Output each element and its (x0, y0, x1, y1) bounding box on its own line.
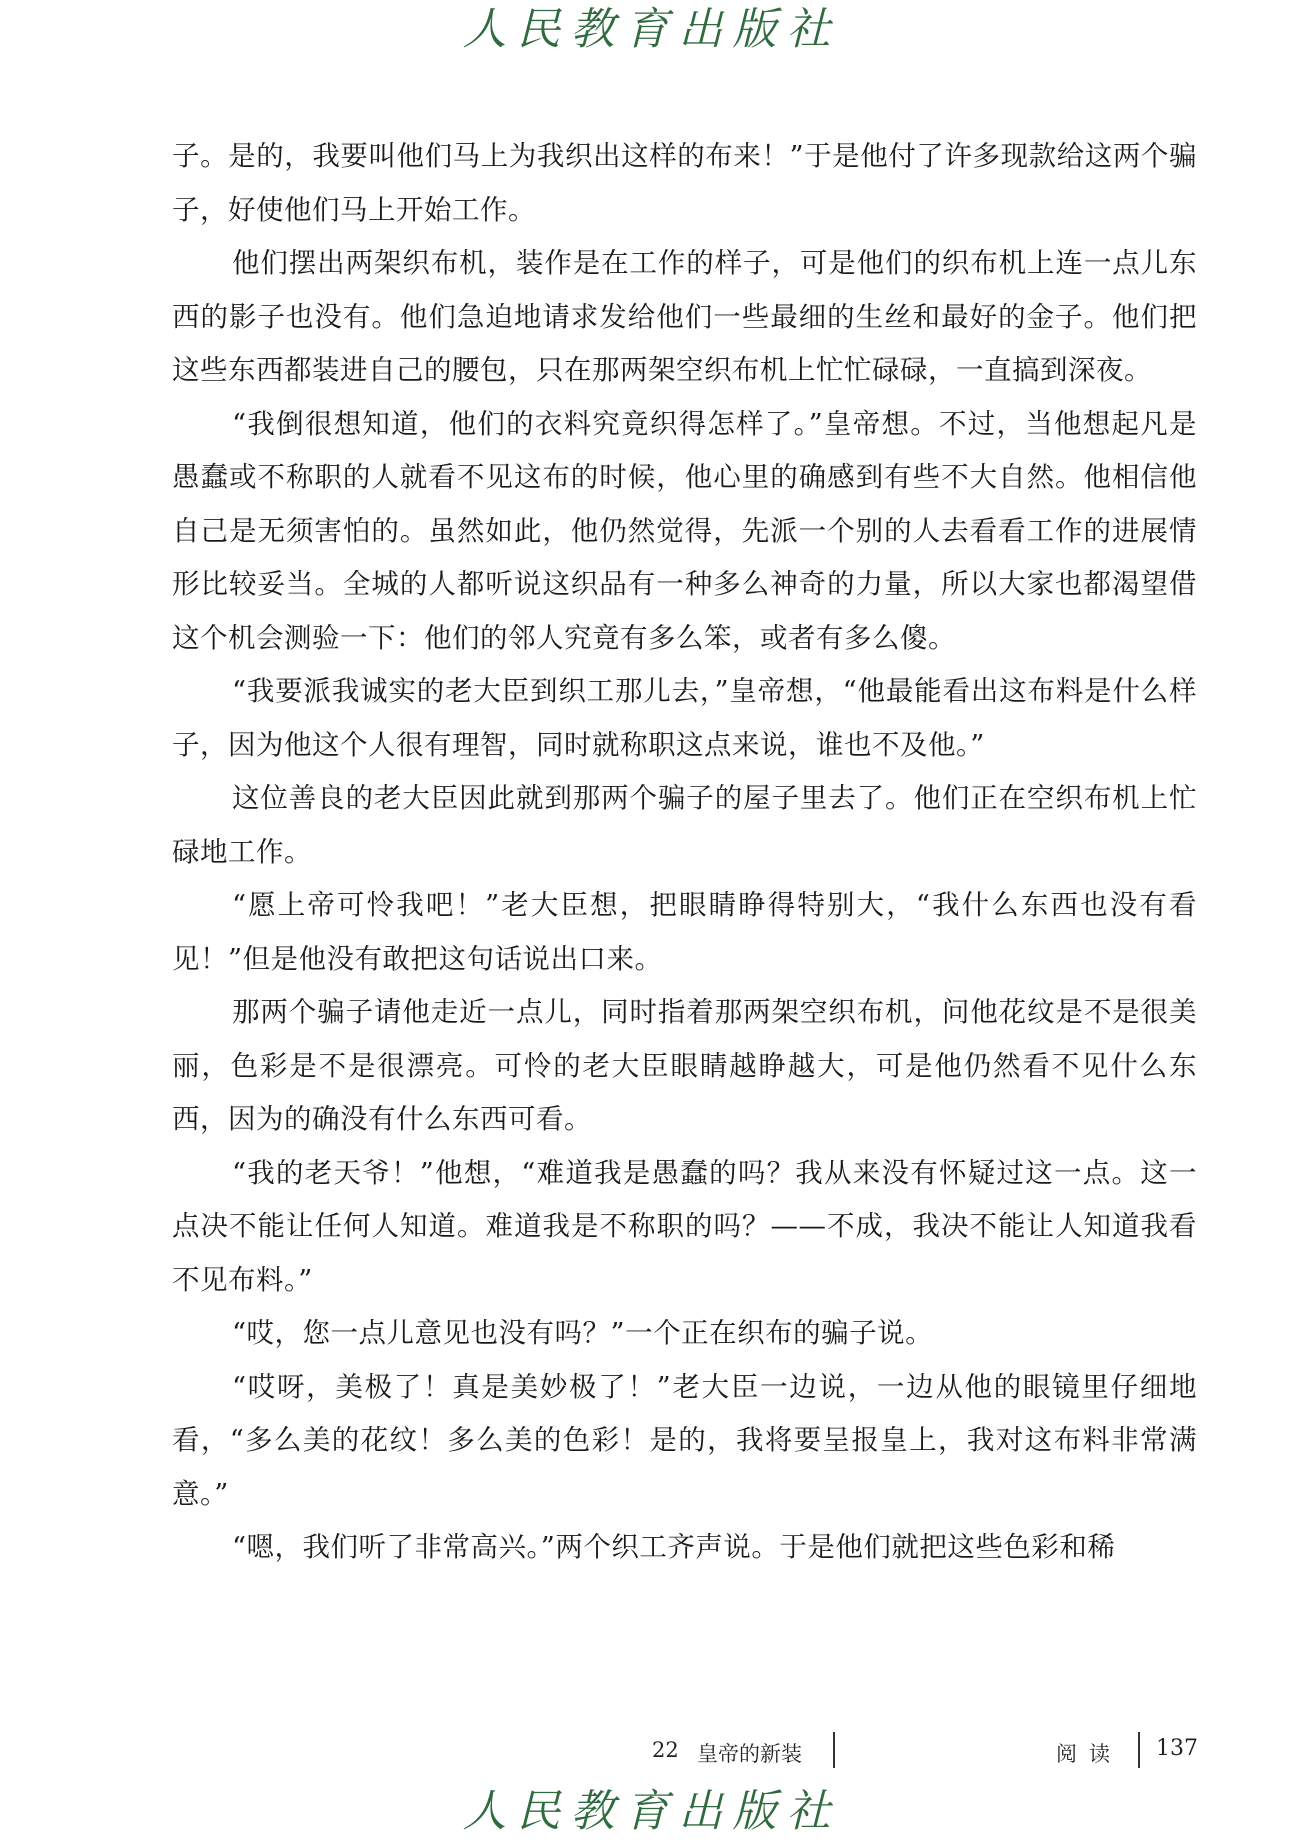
paragraph: “我倒很想知道，他们的衣料究竟织得怎样了。”皇帝想。不过，当他想起凡是愚蠢或不称职的人就看不见这布的时候，他心里的确感到有些不大自然。他相信他自己是无须害怕的。虽然如此，他仍然觉得，先派一个别的人去看看工作的进展情形比较妥当。全城的人都听说这织品有一种多么神奇的力量，所以大家也都渴望借这个机会测验一下：他们的邻人究竟有多么笨，或者有多么傻。 (172, 407, 1197, 654)
publisher-logo-top: 人民教育出版社 (462, 4, 841, 55)
chapter-number: 22 (652, 1738, 679, 1762)
paragraph: 他们摆出两架织布机，装作是在工作的样子，可是他们的织布机上连一点儿东西的影子也没有。他们急迫地请求发给他们一些最细的生丝和最好的金子。他们把这些东西都装进自己的腰包，只在那两架空织布机上忙忙碌碌，一直搞到深夜。 (172, 247, 1197, 386)
paragraph: “哎呀，美极了！真是美妙极了！”老大臣一边说，一边从他的眼镜里仔细地看，“多么美的花纹！多么美的色彩！是的，我将要呈报皇上，我对这布料非常满意。” (172, 1370, 1197, 1510)
paragraph: “哎，您一点儿意见也没有吗？”一个正在织布的骗子说。 (232, 1317, 934, 1349)
footer-divider (833, 1732, 835, 1768)
page-number: 137 (1156, 1736, 1198, 1761)
paragraph: 这位善良的老大臣因此就到那两个骗子的屋子里去了。他们正在空织布机上忙碌地工作。 (172, 782, 1197, 868)
publisher-logo-bottom: 人民教育出版社 (462, 1786, 841, 1837)
paragraph: “我的老天爷！”他想，“难道我是愚蠢的吗？我从来没有怀疑过这一点。这一点决不能让任何人知道。难道我是不称职的吗？——不成，我决不能让人知道我看不见布料。” (172, 1156, 1197, 1296)
paragraph: “愿上帝可怜我吧！”老大臣想，把眼睛睁得特别大，“我什么东西也没有看见！”但是他没有敢把这句话说出口来。 (172, 889, 1197, 975)
paragraph: “我要派我诚实的老大臣到织工那儿去，”皇帝想，“他最能看出这布料是什么样子，因为他这个人很有理智，同时就称职这点来说，谁也不及他。” (172, 675, 1197, 761)
section-label: 阅读 (1056, 1742, 1122, 1766)
footer-divider (1138, 1732, 1140, 1768)
paragraph: 子。是的，我要叫他们马上为我织出这样的布来！”于是他付了许多现款给这两个骗子，好使他们马上开始工作。 (172, 140, 1197, 226)
page-footer (0, 1732, 1303, 1772)
paragraph: “嗯，我们听了非常高兴。”两个织工齐声说。于是他们就把这些色彩和稀 (232, 1531, 1116, 1563)
paragraph: 那两个骗子请他走近一点儿，同时指着那两架空织布机，问他花纹是不是很美丽，色彩是不是很漂亮。可怜的老大臣眼睛越睁越大，可是他仍然看不见什么东西，因为的确没有什么东西可看。 (172, 996, 1197, 1135)
main-text (172, 130, 1197, 1575)
chapter-title: 皇帝的新装 (697, 1742, 802, 1766)
